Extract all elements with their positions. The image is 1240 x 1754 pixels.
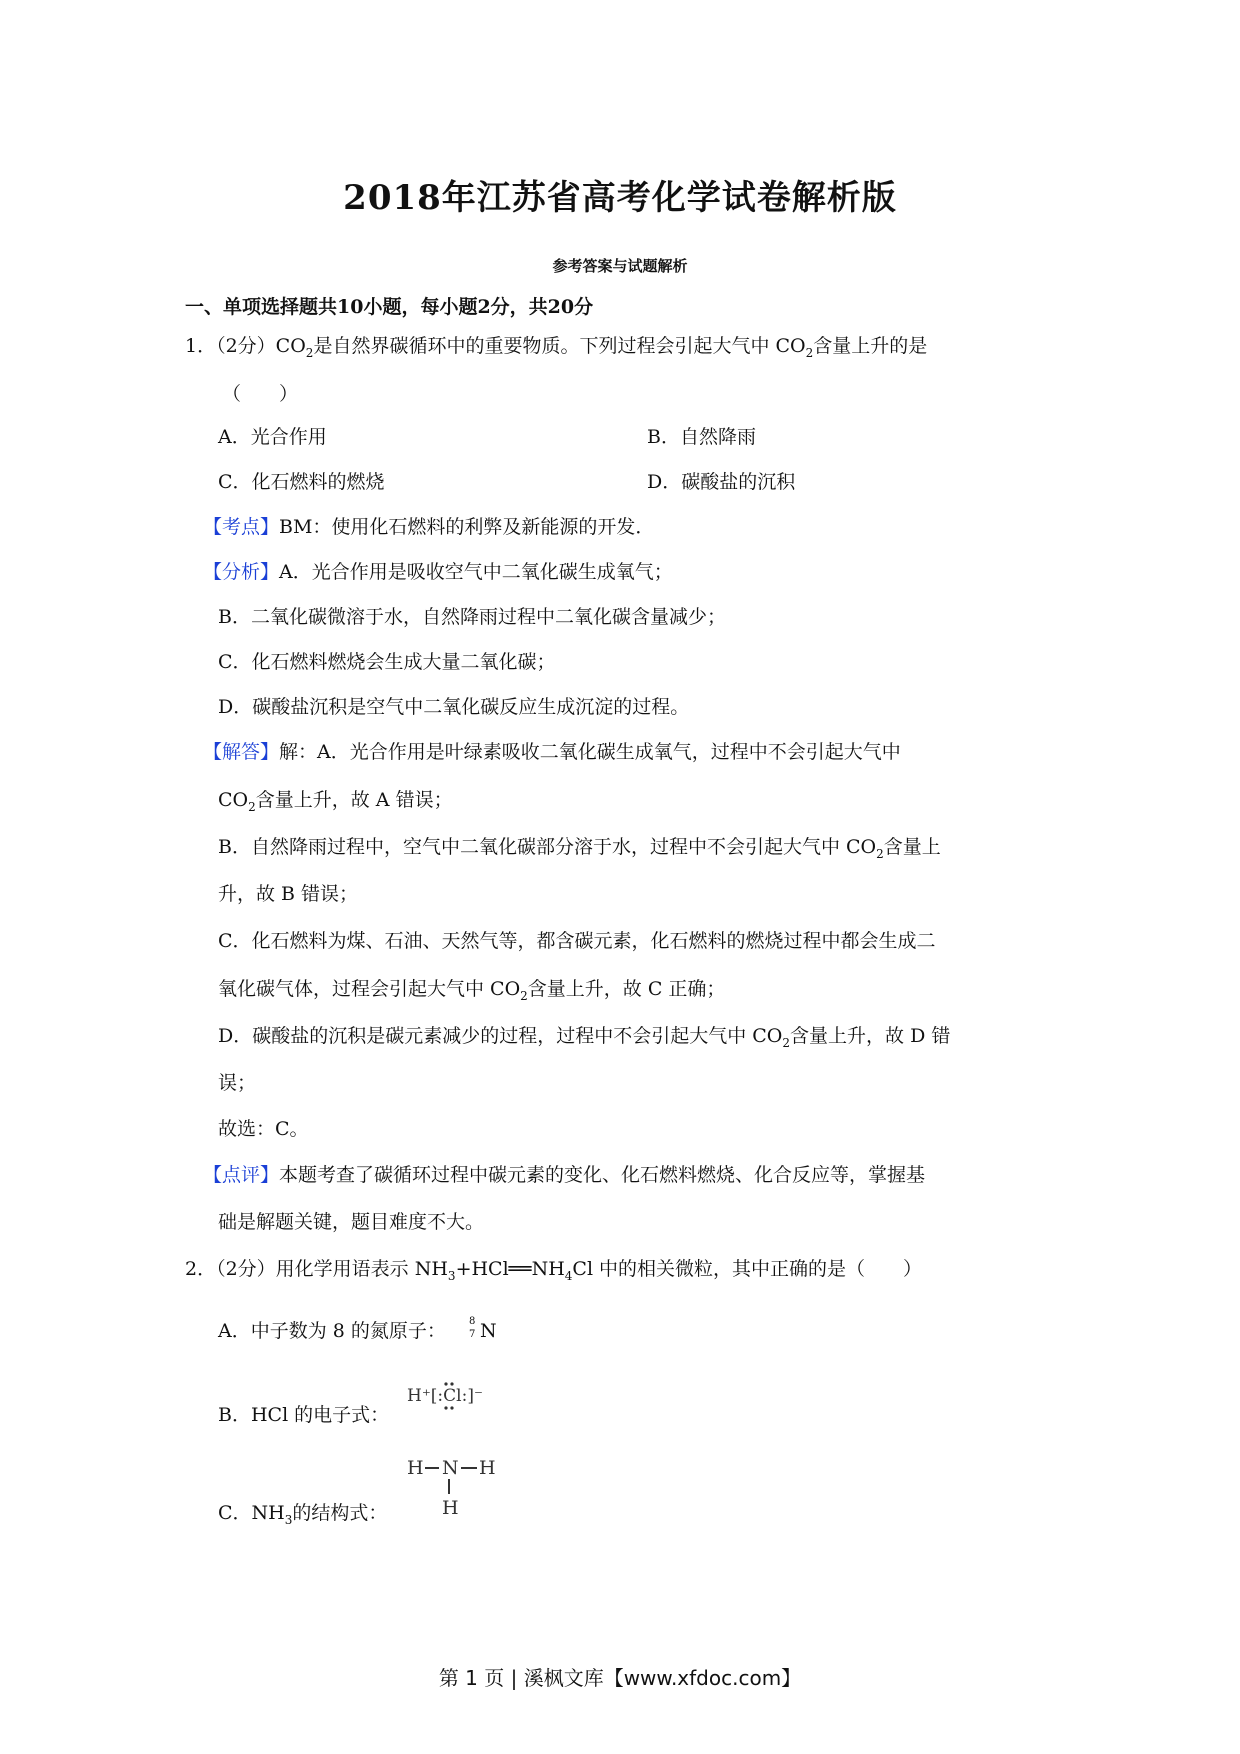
q1-option-d: D．碳酸盐的沉积 [647,471,796,493]
section-heading: 一、单项选择题共10小题，每小题2分，共20分 [185,296,594,318]
q1-jieda-b1: B．自然降雨过程中，空气中二氧化碳部分溶于水，过程中不会引起大气中 $CO_2$含量上 [218,836,941,861]
q2-option-a: A．中子数为 8 的氮原子： 8 7 N [218,1316,497,1342]
nh3-structural-formula-image [405,1452,500,1524]
atom-h-bottom: H [442,1497,459,1519]
q1-fenxi-c: C．化石燃料燃烧会生成大量二氧化碳； [218,651,556,673]
hcl-electron-formula-text: H⁺[:Cl:]⁻ [407,1386,483,1406]
q2-stem: 2．（2分）用化学用语表示 $NH_3+HCl══NH_4Cl$ 中的相关微粒，其中正确的是（ ） [185,1258,923,1283]
atom-h-right: H [479,1457,496,1479]
q1-option-c: C．化石燃料的燃烧 [218,471,385,493]
q1-jieda-a2: $CO_2$含量上升，故 A 错误； [218,789,453,814]
hcl-electron-formula-image [405,1375,495,1417]
dianping-tag: 【点评】 [203,1164,280,1186]
q1-fenxi: 【分析】A．光合作用是吸收空气中二氧化碳生成氧气； [203,561,673,583]
page-subtitle: 参考答案与试题解析 [552,257,688,275]
q1-fenxi-b: B．二氧化碳微溶于水，自然降雨过程中二氧化碳含量减少； [218,606,726,628]
q1-jieda-c1: C．化石燃料为煤、石油、天然气等，都含碳元素，化石燃料的燃烧过程中都会生成二 [218,930,936,952]
q1-dianping: 【点评】本题考查了碳循环过程中碳元素的变化、化石燃料燃烧、化合反应等，掌握基 [203,1164,926,1186]
page-title: 2018年江苏省高考化学试卷解析版 [343,178,897,218]
page-footer: 第 1 页 | 溪枫文库【www.xfdoc.com】 [438,1666,802,1690]
q1-option-a: A．光合作用 [218,426,327,448]
atom-n: N [442,1457,459,1479]
electron-dot [444,1406,447,1409]
q1-jieda-b2: 升，故 B 错误； [218,883,359,905]
q1-dianping-2: 础是解题关键，题目难度不大。 [218,1211,485,1233]
electron-dot [450,1406,453,1409]
fenxi-tag: 【分析】 [203,561,280,583]
q2-option-b: B．HCl 的电子式： [218,1404,390,1426]
q2-option-c: C．$NH_3$的结构式： [218,1502,388,1527]
q1-stem: 1．（2分）$CO_2$是自然界碳循环中的重要物质。下列过程会引起大气中 $CO_2$含量上升的是 [185,335,928,360]
kaodian-tag: 【考点】 [203,516,280,538]
q1-option-b: B．自然降雨 [647,426,756,448]
q1-jieda: 【解答】解：A．光合作用是叶绿素吸收二氧化碳生成氧气，过程中不会引起大气中 [203,741,901,763]
q1-kaodian: 【考点】BM：使用化石燃料的利弊及新能源的开发． [203,516,655,538]
jieda-tag: 【解答】 [203,741,280,763]
atom-h-left: H [407,1457,424,1479]
electron-dot [450,1382,453,1385]
q1-jieda-d1: D．碳酸盐的沉积是碳元素减少的过程，过程中不会引起大气中 $CO_2$含量上升，故 D 错 [218,1025,951,1050]
electron-dot [444,1382,447,1385]
q1-answer-blank: （ ） [222,383,299,405]
q1-answer: 故选：C。 [218,1118,309,1140]
q1-jieda-d2: 误； [218,1072,257,1094]
q1-fenxi-d: D．碳酸盐沉积是空气中二氧化碳反应生成沉淀的过程。 [218,696,690,718]
q1-jieda-c2: 氧化碳气体，过程会引起大气中 $CO_2$含量上升，故 C 正确； [218,978,726,1003]
nuclide-notation: 8 7 [468,1316,476,1340]
